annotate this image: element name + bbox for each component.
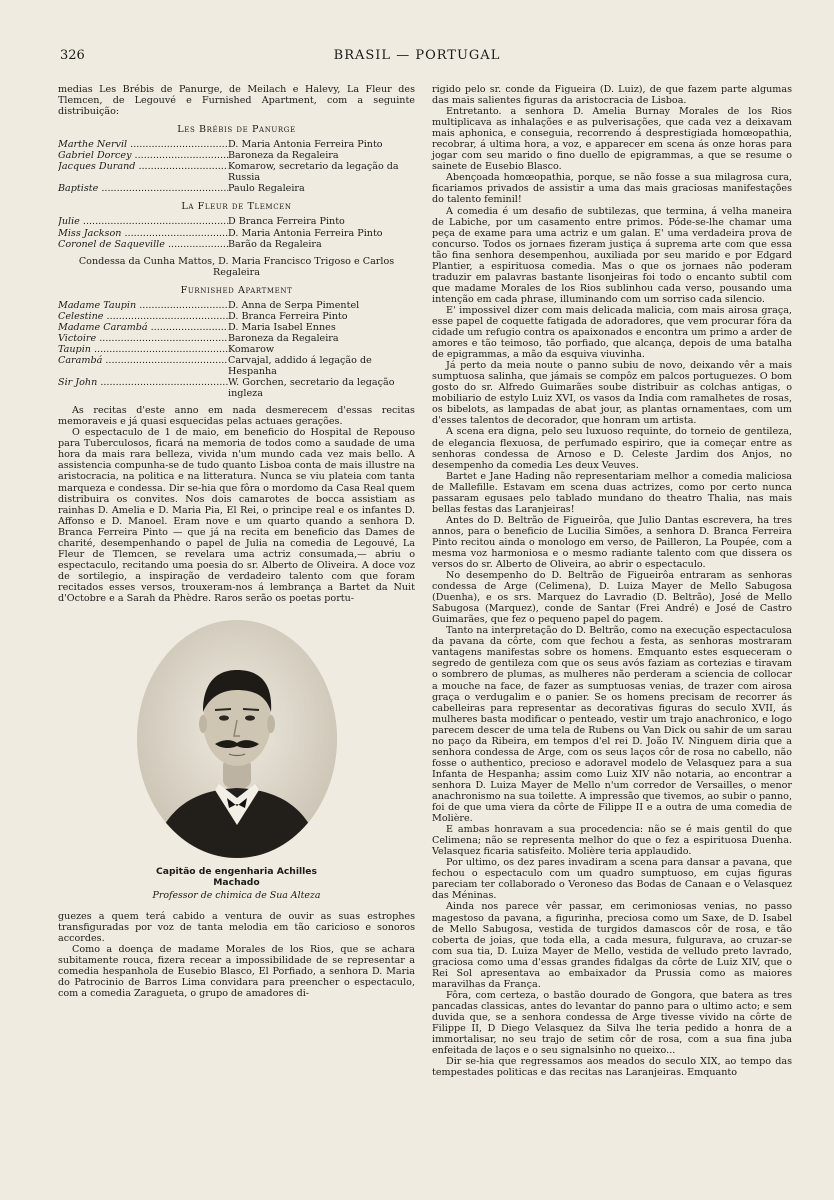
cast-row xyxy=(58,239,415,250)
cast-actor: D. Maria Antonia Ferreira Pinto xyxy=(228,227,383,239)
paragraph: Antes do D. Beltrão de Figueirôa, que Julio Dantas escrevera, ha tres annos, para o beneficio de Lucilia Simões, a senhora D. Branca Ferreira Pinto recitou ainda o monologo em verso, de Pailleron, La Poupée, com a mesma voz harmoniosa e o mesmo radiante talento com que dissera os versos do sr. Alberto de Oliveira, ao abrir o espectaculo. xyxy=(432,514,792,571)
play-heading-brebis: Les Brébis de Panurge xyxy=(177,124,296,136)
play-heading-furnished: Furnished Apartment xyxy=(180,284,293,296)
cast-role: Sir John ..... xyxy=(58,377,228,388)
cast-actor: Paulo Regaleira xyxy=(228,183,305,195)
paragraph: E ambas honravam a sua procedencia: não se é mais gentil do que Celimena; não se representa melhor do que o fez a espirituosa Duenha. Velasquez ficaria satisfeito. Molière teria applaudido. xyxy=(432,824,792,858)
running-title: BRASIL — PORTUGAL xyxy=(333,48,501,63)
cast-row xyxy=(58,300,415,311)
cast-row xyxy=(58,228,415,239)
cast-row xyxy=(58,216,415,227)
paragraph: Já perto da meia noute o panno subiu de novo, deixando vêr a mais sumptuosa salinha, que jámais se compôz em palcos portuguezes. O bom gosto do sr. Alfredo Guimarães soube distribuir as colchas antigas, o mobiliario de estylo Luiz XVI, os vasos da India com ramalhetes de rosas, os bibelots, as lampadas de abat jour, as plantas ornamentaes, com um d'esses talentos de decorador, que honram um artista. xyxy=(432,360,792,427)
cast-role: Jacques Durand ..... xyxy=(58,161,228,172)
cast-role: Victoire ..... xyxy=(58,333,228,344)
cast-actor: D. Maria Antonia Ferreira Pinto xyxy=(228,139,383,151)
cast-actor: Baroneza da Regaleira xyxy=(228,150,339,162)
portrait-caption-name: Capitão de engenharia Achilles Machado xyxy=(156,866,317,889)
cast-role: Taupin ..... xyxy=(58,344,228,355)
cast-actor: Barão da Regaleira xyxy=(228,238,322,250)
page-number: 326 xyxy=(60,48,85,63)
right-body-text xyxy=(432,84,792,1078)
cast-row xyxy=(58,377,415,399)
paragraph: A scena era digna, pelo seu luxuoso requinte, do torneio de gentileza, de elegancia flexuosa, de perfumado espiriro, que ia começar entre as senhoras condessa de Arnoso e D. Celeste Jardim dos Anjos, no desempenho da comedia Les deux Veuves. xyxy=(432,426,792,471)
paragraph: Entretanto. a senhora D. Amelia Burnay Morales de los Rios multiplicava as inhalações e as pulverisações, que cada vez a deixavam mais aphonica, e conseguia, recorrendo á desprestigiada homœopathia, recobrar, á ultima hora, a voz, e apparecer em scena ás onze horas para jogar com seu marido o fino duello de epigrammas, a que se resume o sainete de Eusebio Blasco. xyxy=(432,106,792,173)
paragraph: Por ultimo, os dez pares invadiram a scena para dansar a pavana, que fechou o espectaculo com um quadro sumptuoso, em cujas figuras pareciam ter collaborado o Veroneso das Bodas de Canaan e o Velasquez das Méninas. xyxy=(432,857,792,902)
cast-actor: Komarow xyxy=(228,343,275,355)
cast-actor: D. Branca Ferreira Pinto xyxy=(228,310,348,322)
cast-row xyxy=(58,355,415,377)
paragraph: guezes a quem terá cabido a ventura de ouvir as suas estrophes transfiguradas por voz de tanta melodia em tão caricioso e sonoros accordes. xyxy=(58,911,415,945)
cast-actor: D. Anna de Serpa Pimentel xyxy=(228,299,360,311)
cast-role: Baptiste ..... xyxy=(58,183,228,194)
cast-actor: D. Maria Isabel Ennes xyxy=(228,321,336,333)
cast-actor: Baroneza da Regaleira xyxy=(228,332,339,344)
cast-role: Madame Carambá ..... xyxy=(58,322,228,333)
portrait-figure xyxy=(137,620,337,901)
intro-paragraph: medias Les Brébis de Panurge, de Meilach e Halevy, La Fleur des Tlemcen, de Legouvé e Furnished Apartment, com a seguinte distribuição: xyxy=(58,84,415,118)
paragraph: Dir se-hia que regressamos aos meados do seculo XIX, ao tempo das tempestades politicas e das recitas nas Laranjeiras. Emquanto xyxy=(432,1056,792,1079)
left-body-text xyxy=(58,405,415,604)
cast-row xyxy=(58,183,415,194)
cast-row xyxy=(58,344,415,355)
paragraph: No desempenho do D. Beltrão de Figueirôa entraram as senhoras condessa de Arge (Celimena), D. Luiza Mayer de Mello Sabugosa (Duenha), e os srs. Marquez do Lavradio (D. Beltrão), José de Mello Sabugosa (Marquez), conde de Santar (Frei André) e José de Castro Guimarães, que fez o pequeno papel do pagem. xyxy=(432,570,792,626)
paragraph: O espectaculo de 1 de maio, em beneficio do Hospital de Repouso para Tuberculosos, ficará na memoria de todos como a saudade de uma hora da mais rara belleza, vivida n'um mundo cada vez mais bello. A assistencia compunha-se de tudo quanto Lisboa conta de mais illustre na aristocracia, na politica e na litteratura. Nunca se viu plateia com tanta marqueza e condessa. Dir se-hia que fôra o mordomo da Casa Real quem distribuira os convites. Nos dois camarotes de bocca assistiam as rainhas D. Amelia e D. Maria Pia, El Rei, o principe real e os infantes D. Affonso e D. Manoel. Eram nove e um quarto quando a senhora D. Branca Ferreira Pinto — que já na recita em beneficio das Dames de charité, desempenhando o papel de Julia na comedia de Legouvé, La Fleur de Tlemcen, se revelara uma actriz consumada,— abriu o espectaculo, recitando uma poesia do sr. Alberto de Oliveira. A doce voz de sortilegio, a inspiração de verdadeiro talento com que foram recitados esses versos, trouxeram-nos á lembrança a Bartet da Nuit d'Octobre e a Sarah da Phèdre. Raros serão os poetas portu- xyxy=(58,427,415,604)
portrait-photo xyxy=(137,620,337,858)
right-column xyxy=(432,84,792,1078)
page-header xyxy=(60,48,774,68)
cast-actor: Komarow, secretario da legação da Russia xyxy=(228,161,399,184)
cast-row xyxy=(58,161,415,183)
portrait-illustration xyxy=(137,620,337,858)
left-body-text-continued xyxy=(58,911,415,999)
cast-list-brebis xyxy=(58,139,415,194)
cast-role: Gabriel Dorcey ..... xyxy=(58,150,228,161)
play-heading-fleur: La Fleur de Tlemcen xyxy=(181,201,292,213)
cast-row xyxy=(58,139,415,150)
cast-role: Madame Taupin ..... xyxy=(58,300,228,311)
cast-role: Celestine ..... xyxy=(58,311,228,322)
cast-actor: W. Gorchen, secretario da legação ingleza xyxy=(228,377,395,400)
cast-role: Carambá ..... xyxy=(58,355,228,366)
cast-actor: Carvajal, addido á legação de Hespanha xyxy=(228,354,372,378)
cast-role: Coronel de Saqueville ..... xyxy=(58,239,228,250)
portrait-caption-role: Professor de chimica de Sua Alteza xyxy=(152,890,321,902)
paragraph: rigido pelo sr. conde da Figueira (D. Luiz), de que fazem parte algumas das mais salientes figuras da aristocracia de Lisboa. xyxy=(432,84,792,107)
cast-list-furnished xyxy=(58,300,415,399)
cast-role: Marthe Nervil ..... xyxy=(58,139,228,150)
cast-actor: D Branca Ferreira Pinto xyxy=(228,216,345,228)
cast-role: Julie ..... xyxy=(58,216,228,227)
centered-note: Condessa da Cunha Mattos, D. Maria Francisco Trigoso e Carlos Regaleira xyxy=(78,255,395,278)
cast-row xyxy=(58,333,415,344)
cast-row xyxy=(58,322,415,333)
paragraph: Bartet e Jane Hading não representariam melhor a comedia maliciosa de Mallefille. Estavam em scena duas actrizes, como por certo nunca passaram egusaes pelo tablado mundano do theatro Thalia, nas mais bellas festas das Laranjeiras! xyxy=(432,470,792,515)
paragraph: As recitas d'este anno em nada desmerecem d'essas recitas memoraveis e já quasi esquecidas pelas actuaes gerações. xyxy=(58,405,415,428)
cast-role: Miss Jackson ..... xyxy=(58,228,228,239)
paragraph: Como a doença de madame Morales de los Rios, que se achara subitamente rouca, fizera recear a impossibilidade de se representar a comedia hespanhola de Eusebio Blasco, El Porfiado, a senhora D. Maria do Patrocinio de Barros Lima convidara para preencher o espectaculo, com a comedia Zaragueta, o grupo de amadores di- xyxy=(58,944,415,1000)
cast-row xyxy=(58,311,415,322)
paragraph: Tanto na interpretação do D. Beltrão, como na execução espectaculosa da pavana da côrte, com que fechou a festa, as senhoras mostraram vantagens manifestas sobre os homens. Emquanto estes esqueceram o segredo de gentileza com que os seus avós faziam as cortezias e tiravam o sombrero de plumas, as mulheres não perderam a sciencia de collocar a mouche na face, de fazer as sumptuosas venias, de trazer com airosa graça o verdugalim e o panier. Se os homens precisam de recorrer ás cabelleiras para representar as decorativas figuras do seculo XVII, ás mulheres basta modificar o penteado, vestir um trajo anachronico, e logo parecem descer de uma tela de Rubens ou Van Dick ou sahir de um sarau no paço da Ribeira, em tempos d'el rei D. João IV. Ninguem diria que a senhora condessa de Arge, com os seus laços côr de rosa no cabello, não fosse o authentico, precioso e adoravel modelo de Velasquez para a sua Infanta de Hespanha; assim como Luiz XIV não notaria, ao encontrar a senhora D. Luiza Mayer de Mello n'um corredor de Versailles, o menor anachronismo na sua toilette. A impressão que tivemos, ao subir o panno, foi de que uma viera da côrte de Filippe II e a outra de uma comedia de Molière. xyxy=(432,625,792,825)
paragraph: Fôra, com certeza, o bastão dourado de Gongora, que batera as tres pancadas classicas, antes do levantar do panno para o ultimo acto; e sem duvida que, se a senhora condessa de Arge tivesse vivido na côrte de Filippe II, D Diego Velasquez da Silva lhe teria pedido a honra de a immortalisar, no seu trajo de setim côr de rosa, com a sua fina juba enfeitada de laços e o seu signalsinho no queixo... xyxy=(432,989,792,1057)
paragraph: A comedia é um desafio de subtilezas, que termina, á velha maneira de Labiche, por um casamento entre primos. Póde-se-lhe chamar uma peça de exame para uma actriz e um galan. E' uma verdadeira prova de concurso. Todos os jornaes fizeram justiça á suprema arte com que essa tão fina senhora desempenhou, auxiliada por seu marido e por Edgard Plantier, a espirituosa comedia. Mas o que os jornaes não poderam traduzir em palavras bastante lisonjeiras foi todo o encanto subtil com que madame Morales de los Rios sublinhou cada verso, pousando uma intenção em cada phrase, illuminando com um sorriso cada silencio. xyxy=(432,205,792,305)
paragraph: E' impossivel dizer com mais delicada malicia, com mais airosa graça, esse papel de coquette fatigada de adoradores, que vem procurar fóra da cidade um refugio contra os apaixonados e encontra um primo a arder de amores e tão teimoso, tão porfiado, que alcança, depois de uma batalha de epigrammas, a mão da esquiva viuvinha. xyxy=(432,304,792,361)
paragraph: Abençoada homœopathia, porque, se não fosse a sua milagrosa cura, ficariamos privados de assistir a uma das mais graciosas manifestações do talento feminil! xyxy=(432,172,792,206)
cast-row xyxy=(58,150,415,161)
left-column xyxy=(58,84,415,1000)
cast-list-fleur xyxy=(58,216,415,249)
paragraph: Ainda nos parece vêr passar, em cerimoniosas venias, no passo magestoso da pavana, a figurinha, preciosa como um Saxe, de D. Isabel de Mello Sabugosa, vestida de turgidos damascos côr de rosa, e tão coberta de joias, que toda ella, a cada mesura, fulgurava, ao cruzar-se com sua tia, D. Luiza Mayer de Mello, vestida de velludo preto lavrado, graciosa como uma d'essas grandes fidalgas da côrte de Luiz XIV, que o Rei Sol apresentava ao embaixador da Prussia como as maiores maravilhas da França. xyxy=(432,901,792,990)
